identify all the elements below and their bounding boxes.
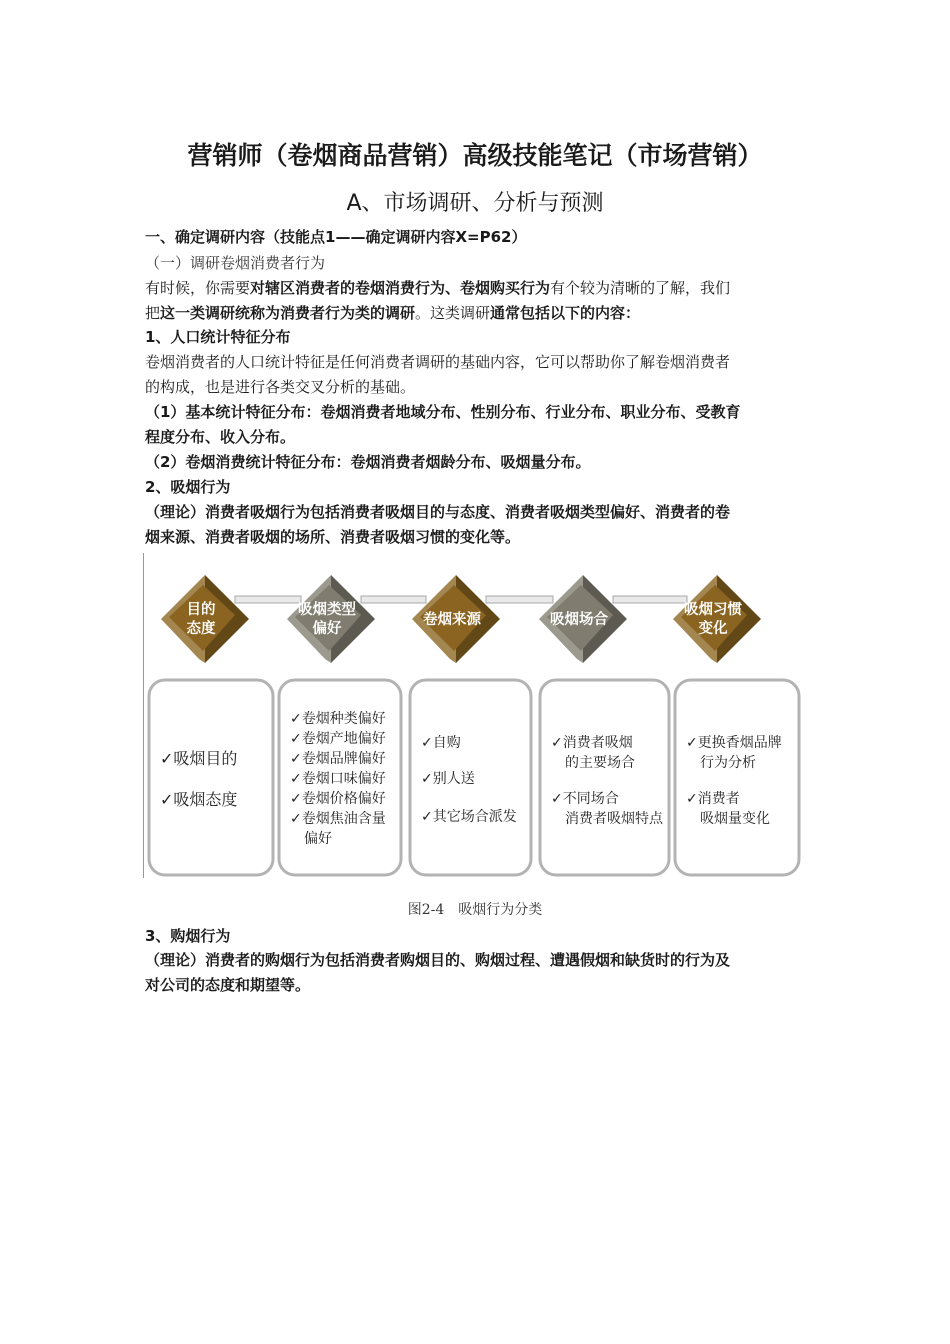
category-cube — [539, 575, 627, 663]
box-item: ✓卷烟焦油含量 — [290, 811, 386, 827]
cube-label: 态度 — [186, 621, 216, 637]
box-frame — [540, 680, 669, 875]
paragraph-2-line-2: 的构成，也是进行各类交叉分析的基础。 — [145, 378, 416, 396]
box-item: ✓卷烟种类偏好 — [290, 711, 386, 727]
category-cube — [412, 575, 500, 663]
box-item: ✓卷烟产地偏好 — [290, 731, 386, 747]
box-item: ✓卷烟口味偏好 — [290, 771, 386, 787]
box-frame — [149, 680, 273, 875]
connector-bar — [613, 596, 687, 603]
box-item: 的主要场合 — [565, 755, 635, 771]
cube-label: 卷烟来源 — [423, 612, 481, 628]
connector-bar — [361, 596, 426, 603]
category-box — [540, 680, 669, 875]
heading-3: 2、吸烟行为 — [145, 478, 231, 496]
box-item: ✓吸烟目的 — [160, 749, 238, 768]
paragraph-4: （2）卷烟消费统计特征分布：卷烟消费者烟龄分布、吸烟量分布。 — [145, 453, 591, 471]
figure-svg — [143, 553, 808, 878]
paragraph-3-line-1: （1）基本统计特征分布：卷烟消费者地域分布、性别分布、行业分布、职业分布、受教育 — [145, 403, 741, 421]
box-item: ✓不同场合 — [551, 791, 619, 807]
box-frame — [675, 680, 799, 875]
box-item: 吸烟量变化 — [700, 811, 770, 827]
box-item: 偏好 — [304, 831, 332, 847]
cube-label: 吸烟习惯 — [684, 602, 742, 618]
box-item: 行为分析 — [700, 755, 756, 771]
cube-label: 偏好 — [312, 621, 342, 637]
connector-bar — [486, 596, 553, 603]
cube-label: 目的 — [186, 602, 216, 618]
category-box — [410, 680, 531, 875]
paragraph-5-line-1: （理论）消费者吸烟行为包括消费者吸烟目的与态度、消费者吸烟类型偏好、消费者的卷 — [145, 503, 731, 521]
paragraph-2-line-1: 卷烟消费者的人口统计特征是任何消费者调研的基础内容，它可以帮助你了解卷烟消费者 — [145, 353, 731, 371]
section-title: A、市场调研、分析与预测 — [346, 191, 604, 216]
category-box — [149, 680, 273, 875]
heading-4: 3、购烟行为 — [145, 927, 231, 945]
smoking-behavior-figure — [143, 553, 808, 878]
category-cube — [673, 575, 761, 663]
box-item: ✓其它场合派发 — [421, 809, 517, 825]
figure-caption: 图2-4 吸烟行为分类 — [407, 902, 543, 918]
box-item: ✓更换香烟品牌 — [686, 735, 782, 751]
paragraph-6-line-1: （理论）消费者的购烟行为包括消费者购烟目的、购烟过程、遭遇假烟和缺货时的行为及 — [145, 951, 731, 969]
paragraph-5-line-2: 烟来源、消费者吸烟的场所、消费者吸烟习惯的变化等。 — [145, 528, 521, 546]
heading-2: 1、人口统计特征分布 — [145, 328, 291, 346]
paragraph-6-line-2: 对公司的态度和期望等。 — [145, 976, 311, 994]
box-item: ✓吸烟态度 — [160, 790, 238, 809]
paragraph-3-line-2: 程度分布、收入分布。 — [145, 428, 296, 446]
box-item: ✓别人送 — [421, 771, 475, 787]
box-item: ✓卷烟价格偏好 — [290, 791, 386, 807]
cube-label: 吸烟类型 — [298, 602, 356, 618]
paragraph-1-line-1: 有时候，你需要对辖区消费者的卷烟消费行为、卷烟购买行为有个较为清晰的了解，我们 — [145, 279, 731, 297]
connector-bar — [235, 596, 301, 603]
cube-label: 变化 — [698, 621, 728, 637]
box-item: ✓卷烟品牌偏好 — [290, 751, 386, 767]
category-cube — [161, 575, 249, 663]
document-title: 营销师（卷烟商品营销）高级技能笔记（市场营销） — [187, 141, 763, 170]
cube-label: 吸烟场合 — [550, 612, 608, 628]
box-item: 消费者吸烟特点 — [565, 811, 663, 827]
category-box — [675, 680, 799, 875]
box-item: ✓自购 — [421, 735, 461, 751]
box-item: ✓消费者吸烟 — [551, 735, 633, 751]
category-box — [279, 680, 401, 875]
category-cube — [287, 575, 375, 663]
subheading-1-1: （一）调研卷烟消费者行为 — [145, 254, 326, 272]
box-item: ✓消费者 — [686, 791, 740, 807]
heading-1: 一、确定调研内容（技能点1——确定调研内容X=P62） — [145, 228, 527, 246]
paragraph-1-line-2: 把这一类调研统称为消费者行为类的调研。这类调研通常包括以下的内容： — [145, 304, 641, 322]
